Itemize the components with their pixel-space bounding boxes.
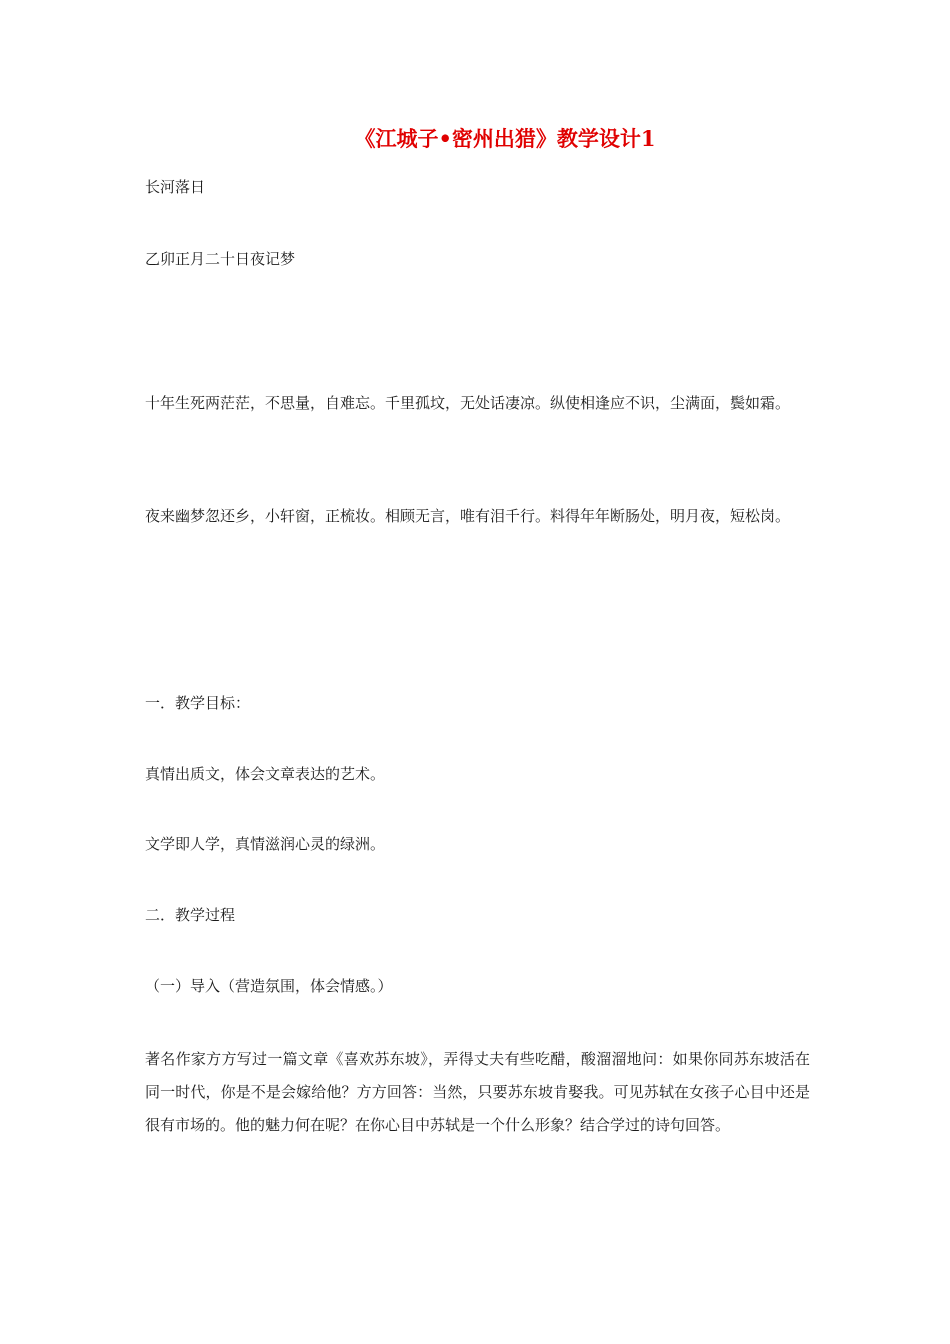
goal-item-2: 文学即人学，真情滋润心灵的绿洲。 [145,835,386,853]
poem-subtitle: 乙卯正月二十日夜记梦 [145,250,296,268]
poem-stanza-2: 夜来幽梦忽还乡，小轩窗，正梳妆。相顾无言，唯有泪千行。料得年年断肠处，明月夜，短松岗。 [145,507,791,525]
section-heading-process: 二．教学过程 [145,906,236,924]
document-title: 《江城子•密州出猎》教学设计1 [354,126,656,151]
poem-stanza-1: 十年生死两茫茫，不思量，自难忘。千里孤坟，无处话凄凉。纵使相逢应不识，尘满面，鬓如霜。 [145,394,791,412]
section-heading-goals: 一．教学目标： [145,694,251,712]
subsection-heading-intro: （一）导入（营造氛围，体会情感。） [145,977,393,995]
goal-item-1: 真情出质文，体会文章表达的艺术。 [145,765,386,783]
intro-paragraph: 著名作家方方写过一篇文章《喜欢苏东坡》，弄得丈夫有些吃醋，酸溜溜地问：如果你同苏东坡活在同一时代，你是不是会嫁给他？方方回答：当然，只要苏东坡肯娶我。可见苏轼在女孩子心目中还是很有市场的。他的魅力何在呢？在你心目中苏轼是一个什么形象？结合学过的诗句回答。 [145,1050,810,1134]
text-line-changhe: 长河落日 [145,178,206,196]
